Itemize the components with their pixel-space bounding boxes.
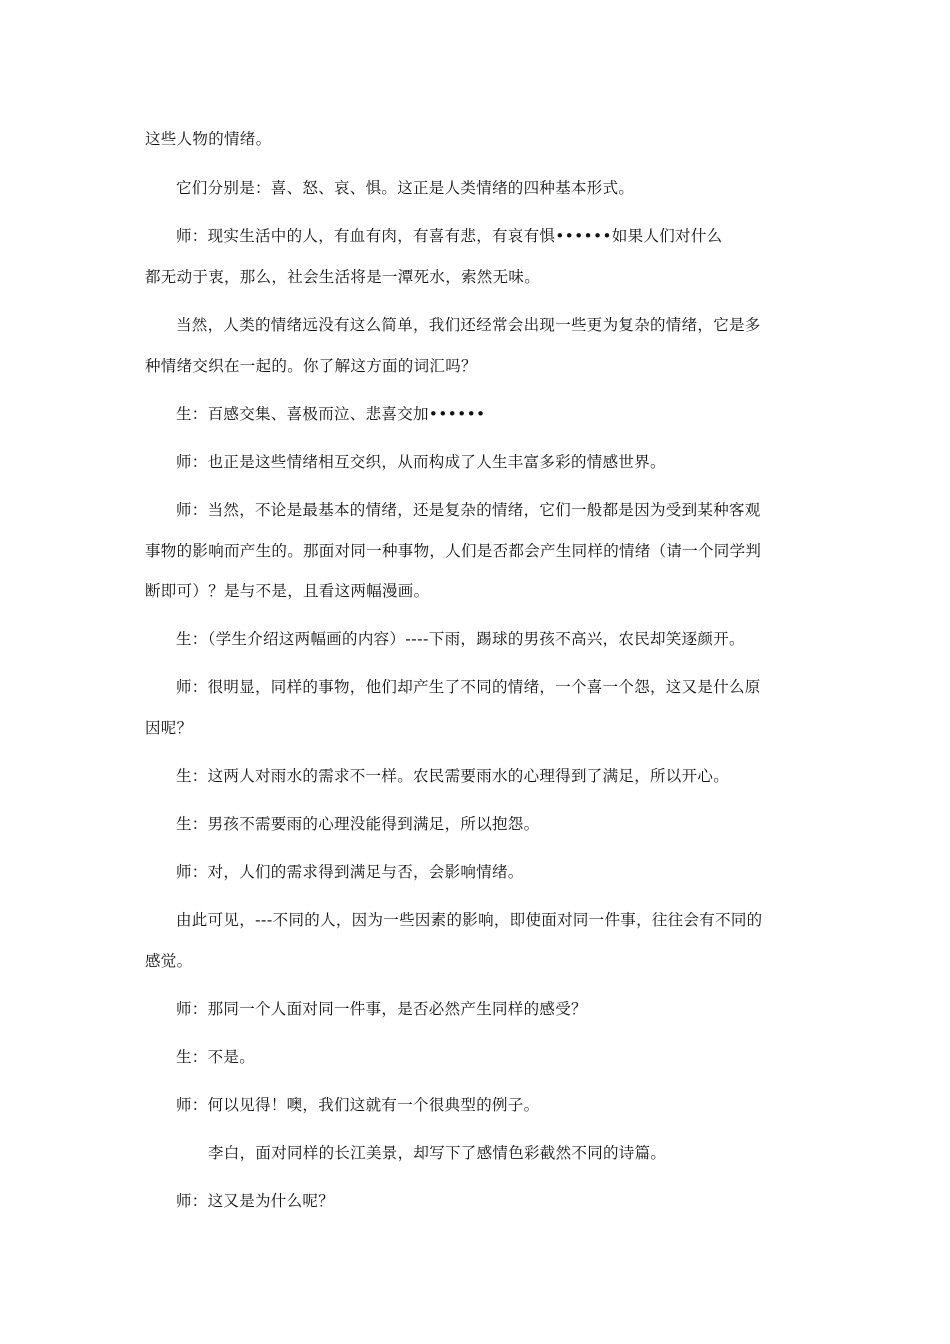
text-line: 师：也正是这些情绪相互交织，从而构成了人生丰富多彩的情感世界。 <box>176 453 666 471</box>
text-line: 李白，面对同样的长江美景，却写下了感情色彩截然不同的诗篇。 <box>208 1144 667 1162</box>
text-line: 生：这两人对雨水的需求不一样。农民需要雨水的心理得到了满足，所以开心。 <box>176 767 730 785</box>
text-line: 种情绪交织在一起的。你了解这方面的词汇吗？ <box>145 357 477 375</box>
text-line: 生：不是。 <box>176 1048 256 1066</box>
text-line: 师：那同一个人面对同一件事，是否必然产生同样的感受？ <box>176 1000 587 1018</box>
text-line: 师：这又是为什么呢？ <box>176 1192 335 1210</box>
text-line: 生：男孩不需要雨的心理没能得到满足，所以抱怨。 <box>176 815 540 833</box>
text-line: 感觉。 <box>145 952 193 970</box>
text-line: 生：百感交集、喜极而泣、悲喜交加•••••• <box>176 405 486 423</box>
text-line: 断即可）？是与不是，且看这两幅漫画。 <box>145 582 430 600</box>
text-line: 生：（学生介绍这两幅画的内容）----下雨，踢球的男孩不高兴，农民却笑逐颜开。 <box>176 630 745 648</box>
text-line: 师：对，人们的需求得到满足与否，会影响情绪。 <box>176 863 524 881</box>
text-line: 师：何以见得！噢，我们这就有一个很典型的例子。 <box>176 1096 540 1114</box>
text-line: 因呢？ <box>145 719 193 737</box>
text-line: 师：很明显，同样的事物，他们却产生了不同的情绪，一个喜一个怨，这又是什么原 <box>176 678 761 696</box>
text-line: 这些人物的情绪。 <box>145 130 272 148</box>
text-line: 事物的影响而产生的。那面对同一种事物，人们是否都会产生同样的情绪（请一个同学判 <box>145 542 762 560</box>
text-line: 师：现实生活中的人，有血有肉，有喜有悲，有哀有惧••••••如果人们对什么 <box>176 227 723 245</box>
text-line: 当然，人类的情绪远没有这么简单，我们还经常会出现一些更为复杂的情绪，它是多 <box>176 316 761 334</box>
text-line: 它们分别是：喜、怒、哀、惧。这正是人类情绪的四种基本形式。 <box>176 179 635 197</box>
text-line: 都无动于衷，那么，社会生活将是一潭死水，索然无味。 <box>145 268 541 286</box>
text-line: 师：当然，不论是最基本的情绪，还是复杂的情绪，它们一般都是因为受到某种客观 <box>176 501 761 519</box>
text-line: 由此可见，---不同的人，因为一些因素的影响，即使面对同一件事，往往会有不同的 <box>176 911 763 929</box>
